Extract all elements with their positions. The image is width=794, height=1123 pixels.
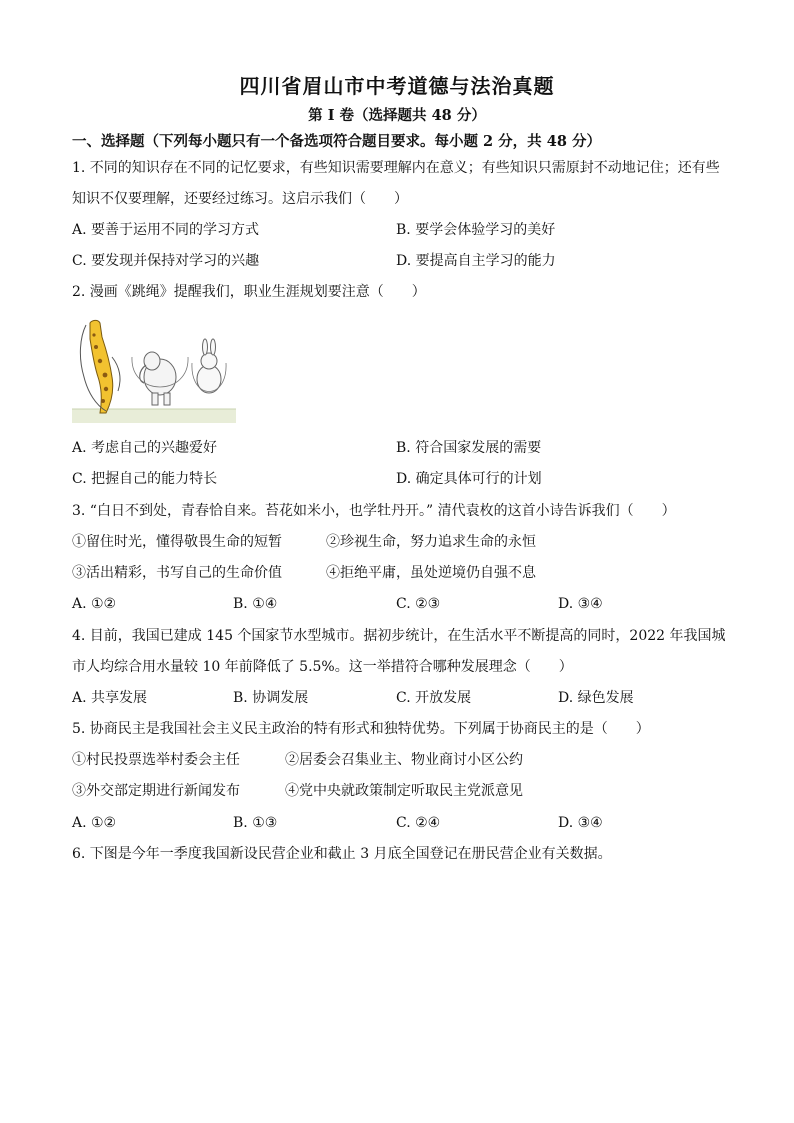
paper-subtitle: 第 I 卷（选择题共 48 分） [308, 107, 486, 124]
q4-stem-line2: 市人均综合用水量较 10 年前降低了 5.5%。这一举措符合哪种发展理念（ ） [72, 659, 573, 675]
q4-option-a: A. 共享发展 [72, 690, 148, 706]
section-heading: 一、选择题（下列每小题只有一个备选项符合题目要求。每小题 2 分，共 48 分） [72, 133, 601, 150]
q2-option-a: A. 考虑自己的兴趣爱好 [72, 440, 218, 456]
q3-option-a: A. ①② [72, 596, 117, 612]
jump-rope-cartoon [72, 317, 236, 423]
page-title: 四川省眉山市中考道德与法治真题 [239, 74, 555, 98]
q3-statement-2: ②珍视生命，努力追求生命的永恒 [326, 534, 536, 550]
q4-option-d: D. 绿色发展 [558, 690, 634, 706]
q2-option-d: D. 确定具体可行的计划 [396, 471, 542, 487]
q4-stem-line1: 4. 目前，我国已建成 145 个国家节水型城市。据初步统计，在生活水平不断提高的同时，2022 年我国城 [72, 628, 726, 644]
q3-option-b: B. ①④ [233, 596, 278, 612]
q5-statement-1: ①村民投票选举村委会主任 [72, 752, 240, 768]
q1-stem-line1: 1. 不同的知识存在不同的记忆要求，有些知识需要理解内在意义；有些知识只需原封不动地记住；还有些 [72, 160, 720, 176]
q5-statement-2: ②居委会召集业主、物业商讨小区公约 [285, 752, 523, 768]
q5-stem-line1: 5. 协商民主是我国社会主义民主政治的特有形式和独特优势。下列属于协商民主的是（ ） [72, 721, 650, 737]
q1-option-a: A. 要善于运用不同的学习方式 [72, 222, 260, 238]
q2-option-b: B. 符合国家发展的需要 [396, 440, 542, 456]
q5-statement-4: ④党中央就政策制定听取民主党派意见 [285, 783, 523, 799]
q3-statement-3: ③活出精彩，书写自己的生命价值 [72, 565, 282, 581]
q6-stem-line1: 6. 下图是今年一季度我国新设民营企业和截止 3 月底全国登记在册民营企业有关数据。 [72, 846, 612, 862]
q1-option-d: D. 要提高自主学习的能力 [396, 253, 556, 269]
q5-option-a: A. ①② [72, 815, 117, 831]
q1-stem-line2: 知识不仅要理解，还要经过练习。这启示我们（ ） [72, 191, 408, 207]
q5-option-b: B. ①③ [233, 815, 278, 831]
q1-option-b: B. 要学会体验学习的美好 [396, 222, 556, 238]
q3-statement-1: ①留住时光，懂得敬畏生命的短暂 [72, 534, 282, 550]
q4-option-c: C. 开放发展 [396, 690, 472, 706]
q3-option-c: C. ②③ [396, 596, 441, 612]
q4-option-b: B. 协调发展 [233, 690, 309, 706]
q2-stem-line1: 2. 漫画《跳绳》提醒我们，职业生涯规划要注意（ ） [72, 284, 426, 300]
q1-option-c: C. 要发现并保持对学习的兴趣 [72, 253, 260, 269]
q5-statement-3: ③外交部定期进行新闻发布 [72, 783, 240, 799]
q3-option-d: D. ③④ [558, 596, 603, 612]
q3-stem-line1: 3. “白日不到处，青春恰自来。苔花如米小，也学牡丹开。” 清代袁枚的这首小诗告诉我们（ ） [72, 503, 676, 519]
q5-option-c: C. ②④ [396, 815, 441, 831]
q5-option-d: D. ③④ [558, 815, 603, 831]
q3-statement-4: ④拒绝平庸，虽处逆境仍自强不息 [326, 565, 536, 581]
q2-option-c: C. 把握自己的能力特长 [72, 471, 218, 487]
